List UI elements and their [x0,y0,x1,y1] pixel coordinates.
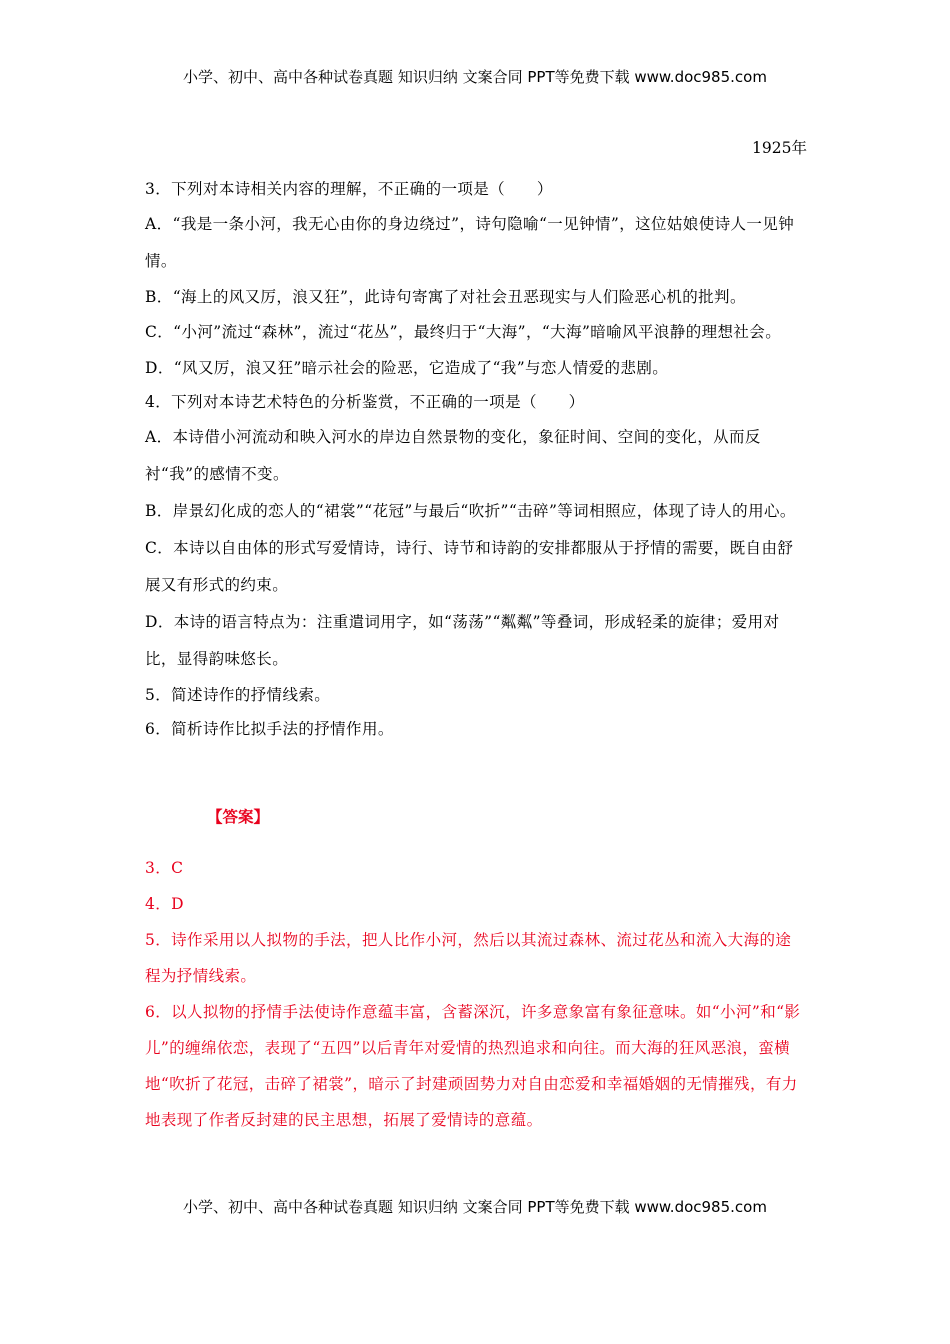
answer-5: 5．诗作采用以人拟物的手法，把人比作小河，然后以其流过森林、流过花丛和流入大海的途程为抒情线索。 [145,931,792,985]
question-6: 6．简析诗作比拟手法的抒情作用。 [145,720,394,738]
answer-4: 4．D [145,895,184,913]
page-footer: 小学、初中、高中各种试卷真题 知识归纳 文案合同 PPT等免费下载 www.doc985.com [183,1198,767,1216]
document-body [145,136,807,1138]
question-3-option-b: B．“海上的风又厉，浪又狂”，此诗句寄寓了对社会丑恶现实与人们险恶心机的批判。 [145,288,746,306]
page-header: 小学、初中、高中各种试卷真题 知识归纳 文案合同 PPT等免费下载 www.doc985.com [183,68,767,86]
question-4-option-a: A．本诗借小河流动和映入河水的岸边自然景物的变化，象征时间、空间的变化，从而反衬“我”的感情不变。 [145,428,761,483]
answer-6: 6．以人拟物的抒情手法使诗作意蕴丰富，含蓄深沉，许多意象富有象征意味。如“小河”和“影儿”的缠绵依恋，表现了“五四”以后青年对爱情的热烈追求和向往。而大海的狂风恶浪，蛮横地“吹折了花冠，击碎了裙裳”，暗示了封建顽固势力对自由恋爱和幸福婚姻的无情摧残，有力地表现了作者反封建的民主思想，拓展了爱情诗的意蕴。 [145,1003,801,1129]
answer-heading: 【答案】 [207,807,270,826]
poem-date: 1925年 [752,139,807,157]
question-3-option-d: D．“风又厉，浪又狂”暗示社会的险恶，它造成了“我”与恋人情爱的悲剧。 [145,359,669,377]
question-3-option-c: C．“小河”流过“森林”，流过“花丛”，最终归于“大海”，“大海”暗喻风平浪静的理想社会。 [145,323,782,341]
question-4-stem: 4．下列对本诗艺术特色的分析鉴赏，不正确的一项是（ ） [145,393,585,411]
question-4-option-d: D．本诗的语言特点为：注重遣词用字，如“荡荡”“粼粼”等叠词，形成轻柔的旋律；爱用对比，显得韵味悠长。 [145,613,780,668]
answer-3: 3．C [145,859,184,877]
question-3-stem: 3．下列对本诗相关内容的理解，不正确的一项是（ ） [145,180,553,198]
question-3-option-a: A．“我是一条小河，我无心由你的身边绕过”，诗句隐喻“一见钟情”，这位姑娘使诗人一见钟情。 [145,215,795,270]
question-4-option-b: B．岸景幻化成的恋人的“裙裳”“花冠”与最后“吹折”“击碎”等词相照应，体现了诗人的用心。 [145,502,796,520]
question-5: 5．简述诗作的抒情线索。 [145,686,331,704]
question-4-option-c: C．本诗以自由体的形式写爱情诗，诗行、诗节和诗韵的安排都服从于抒情的需要，既自由舒展又有形式的约束。 [145,539,794,594]
